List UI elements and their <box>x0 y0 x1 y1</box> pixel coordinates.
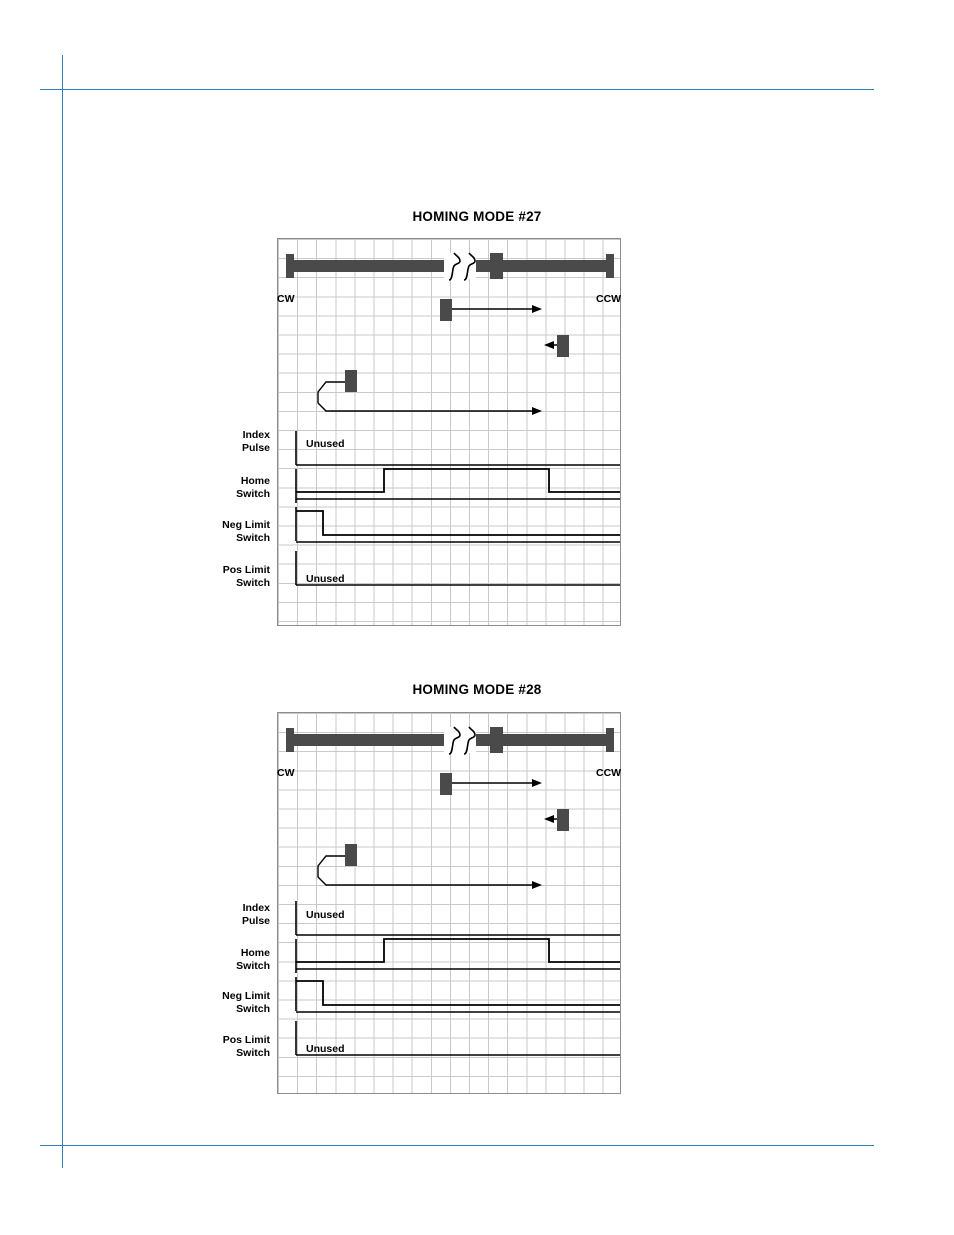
signal-label-line2: Switch <box>236 960 270 972</box>
signal-label-line2: Switch <box>236 1047 270 1059</box>
signal-label-neg-limit-switch <box>150 990 270 1016</box>
pos-limit-state: Unused <box>306 573 345 585</box>
direction-label-cw: CW <box>277 293 295 305</box>
direction-label-ccw: CCW <box>596 293 622 305</box>
signal-label-home-switch <box>150 947 270 973</box>
signal-label-line2: Switch <box>236 1003 270 1015</box>
figure-title: HOMING MODE #28 <box>412 682 542 697</box>
signal-label-line1: Pos Limit <box>222 564 270 576</box>
pos-limit-state: Unused <box>306 1043 345 1055</box>
signal-label-line1: Index <box>242 429 270 441</box>
page-rule-top <box>40 89 874 90</box>
signal-label-line2: Pulse <box>241 915 270 927</box>
signal-label-line1: Home <box>240 475 270 487</box>
signal-label-pos-limit-switch <box>150 1034 270 1060</box>
figure-title: HOMING MODE #27 <box>412 209 542 224</box>
signal-label-line1: Neg Limit <box>222 990 270 1002</box>
signal-label-line1: Home <box>240 947 270 959</box>
signal-label-line2: Pulse <box>241 442 270 454</box>
signal-label-line2: Switch <box>236 488 270 500</box>
figure-grid <box>277 712 621 1094</box>
signal-label-line1: Pos Limit <box>222 1034 270 1046</box>
signal-label-line1: Neg Limit <box>222 519 270 531</box>
signal-label-line2: Switch <box>236 577 270 589</box>
signal-label-pos-limit-switch <box>150 564 270 590</box>
index-pulse-state: Unused <box>306 909 345 921</box>
direction-label-cw: CW <box>277 767 295 779</box>
signal-label-neg-limit-switch <box>150 519 270 545</box>
index-pulse-state: Unused <box>306 438 345 450</box>
page-rule-bottom <box>40 1145 874 1146</box>
signal-label-home-switch <box>150 475 270 501</box>
signal-label-index-pulse <box>150 902 270 928</box>
direction-label-ccw: CCW <box>596 767 622 779</box>
signal-label-line2: Switch <box>236 532 270 544</box>
figure-grid <box>277 238 621 626</box>
signal-label-line1: Index <box>242 902 270 914</box>
signal-label-index-pulse <box>150 429 270 455</box>
signal-traces <box>278 239 622 627</box>
signal-traces <box>278 713 622 1095</box>
